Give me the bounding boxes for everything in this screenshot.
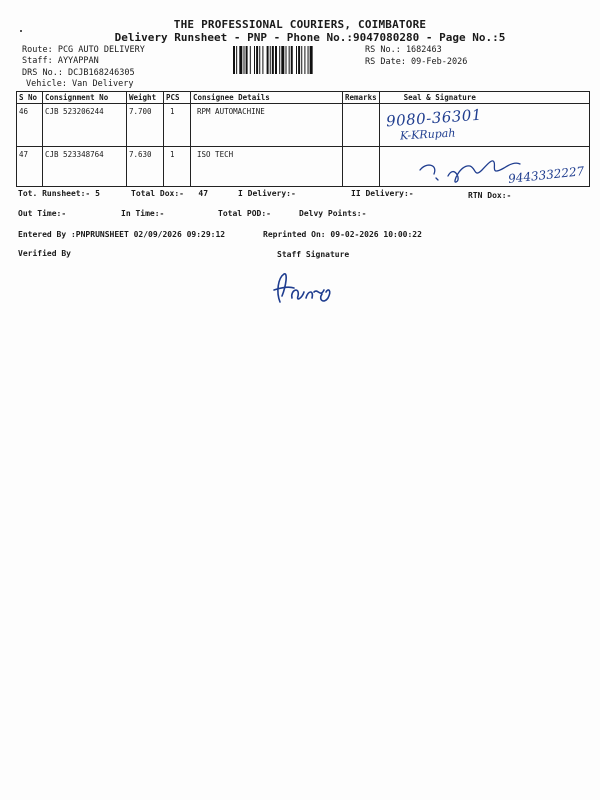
total-pod: Total POD:- — [218, 209, 271, 218]
i-delivery: I Delivery:- — [238, 189, 296, 198]
cell-weight: 7.630 — [127, 147, 164, 187]
company-title: THE PROFESSIONAL COURIERS, COIMBATORE — [173, 18, 427, 31]
rs-number: RS No.: 1682463 — [365, 45, 442, 55]
cell-weight: 7.700 — [127, 104, 164, 147]
col-consignee: Consignee Details — [191, 92, 343, 104]
ii-delivery: II Delivery:- — [351, 189, 414, 198]
cell-consignment: CJB 523348764 — [43, 147, 127, 187]
verified-by-label: Verified By — [18, 249, 71, 258]
reprinted-on: Reprinted On: 09-02-2026 10:00:22 — [263, 230, 422, 239]
entered-by: Entered By :PNPRUNSHEET 02/09/2026 09:29:12 — [18, 230, 226, 239]
tot-runsheet: Tot. Runsheet:- 5 — [18, 189, 100, 198]
handwritten-phone-row2: 9443332227 — [507, 164, 585, 186]
total-dox: Total Dox:- 47 — [131, 189, 209, 198]
col-weight: Weight — [127, 92, 164, 104]
cell-consignee: RPM AUTOMACHINE — [191, 104, 343, 147]
runsheet-title: Delivery Runsheet - PNP - Phone No.:9047080280 - Page No.:5 — [114, 31, 506, 44]
staff-label: Staff: AYYAPPAN — [22, 56, 99, 66]
in-time: In Time:- — [121, 209, 165, 218]
cell-sno: 46 — [17, 104, 43, 147]
staff-signature — [266, 268, 338, 308]
col-pcs: PCS — [164, 92, 191, 104]
delvy-points: Delvy Points:- — [299, 209, 367, 218]
vehicle-label: Vehicle: Van Delivery — [26, 79, 134, 89]
cell-pcs: 1 — [164, 104, 191, 147]
table-row — [17, 104, 590, 147]
cell-consignee: ISO TECH — [191, 147, 343, 187]
col-sno: S No — [17, 92, 43, 104]
col-remarks: Remarks — [343, 92, 380, 104]
col-consignment: Consignment No — [43, 92, 127, 104]
col-seal-signature: Seal & Signature — [379, 92, 589, 104]
handwritten-name-row1: K-KRupah — [399, 126, 456, 143]
out-time: Out Time:- — [18, 209, 67, 218]
handwritten-phone-row1: 9080-36301 — [385, 105, 483, 131]
rs-date: RS Date: 09-Feb-2026 — [365, 57, 468, 67]
cell-remarks — [343, 147, 380, 187]
drs-number: DRS No.: DCJB168246305 — [22, 68, 135, 78]
route-label: Route: PCG AUTO DELIVERY — [22, 45, 145, 55]
cell-remarks — [343, 104, 380, 147]
rtn-dox: RTN Dox:- — [468, 191, 512, 200]
cell-consignment: CJB 523206244 — [43, 104, 127, 147]
cell-sno: 47 — [17, 147, 43, 187]
staff-signature-label: Staff Signature — [277, 250, 350, 259]
cell-pcs: 1 — [164, 147, 191, 187]
barcode — [233, 46, 358, 74]
table-header-row — [17, 92, 590, 104]
